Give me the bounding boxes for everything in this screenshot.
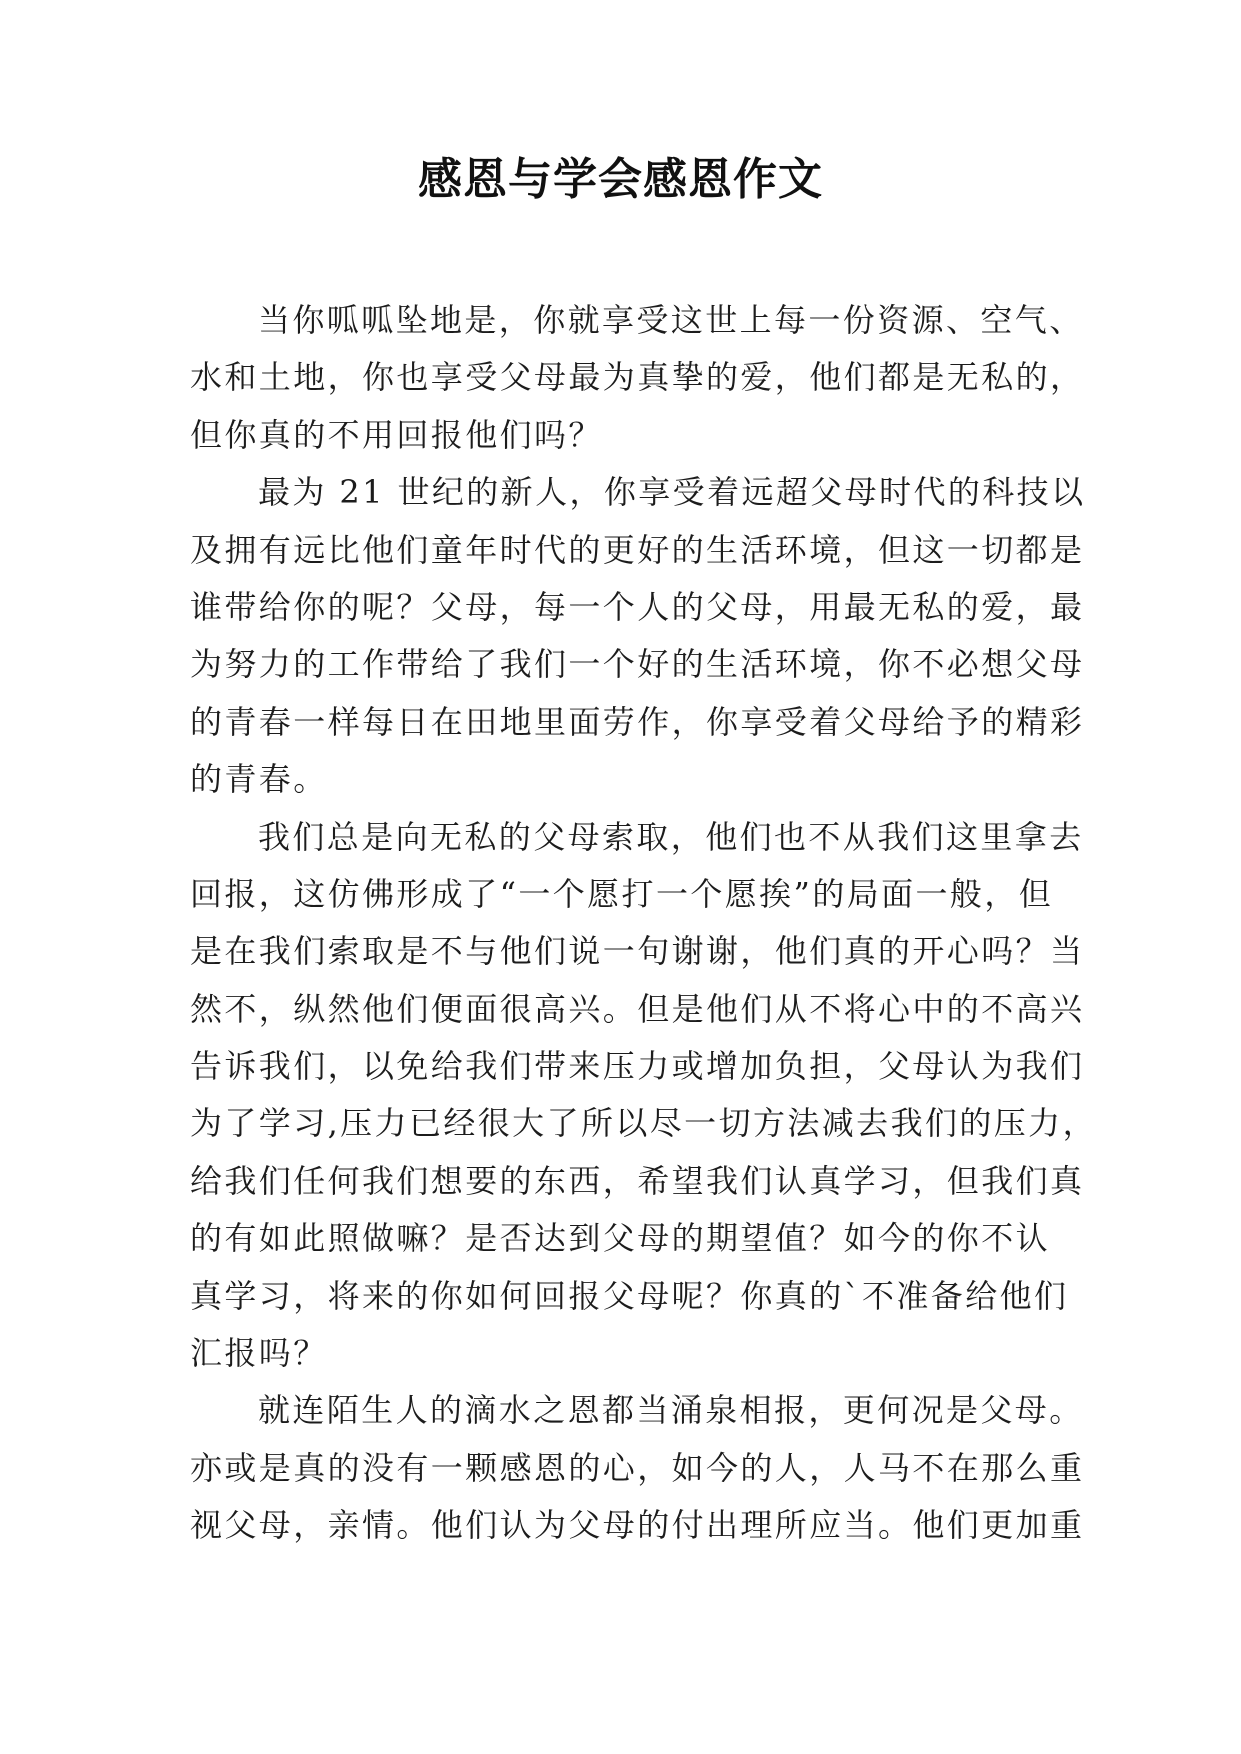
text-line: 真学习，将来的你如何回报父母呢？你真的`不准备给他们 xyxy=(190,1276,1069,1315)
document-title: 感恩与学会感恩作文 xyxy=(418,154,823,205)
text-line: 谁带给你的呢？父母，每一个人的父母，用最无私的爱，最 xyxy=(190,587,1085,626)
text-line: 为了学习,压力已经很大了所以尽一切方法减去我们的压力， xyxy=(190,1104,1097,1143)
text-line: 视父母，亲情。他们认为父母的付出理所应当。他们更加重 xyxy=(190,1506,1085,1545)
text-line: 当你呱呱坠地是，你就享受这世上每一份资源、空气、 xyxy=(258,301,1084,339)
text-line: 告诉我们，以免给我们带来压力或增加负担，父母认为我们 xyxy=(190,1047,1085,1086)
text-line: 的青春一样每日在田地里面劳作，你享受着父母给予的精彩 xyxy=(190,702,1085,741)
paragraph xyxy=(190,809,1097,1383)
text-line: 最为 21 世纪的新人，你享受着远超父母时代的科技以 xyxy=(258,473,1086,512)
paragraph xyxy=(190,292,1085,464)
paragraph xyxy=(190,1382,1085,1554)
text-line: 然不，纵然他们便面很高兴。但是他们从不将心中的不高兴 xyxy=(190,989,1085,1028)
text-line: 的青春。 xyxy=(190,760,328,799)
text-line: 是在我们索取是不与他们说一句谢谢，他们真的开心吗？当 xyxy=(190,932,1085,971)
document-body xyxy=(190,292,1097,1555)
text-line: 及拥有远比他们童年时代的更好的生活环境，但这一切都是 xyxy=(190,530,1085,569)
text-line: 为努力的工作带给了我们一个好的生活环境，你不必想父母 xyxy=(190,645,1085,684)
text-line: 给我们任何我们想要的东西，希望我们认真学习，但我们真 xyxy=(190,1161,1085,1200)
text-line: 就连陌生人的滴水之恩都当涌泉相报，更何况是父母。 xyxy=(258,1391,1084,1430)
text-line: 的有如此照做嘛？是否达到父母的期望值？如今的你不认 xyxy=(190,1219,1051,1258)
text-line: 但你真的不用回报他们吗？ xyxy=(190,415,603,454)
text-line: 汇报吗？ xyxy=(190,1334,328,1373)
paragraph xyxy=(190,464,1086,808)
text-line: 亦或是真的没有一颗感恩的心，如今的人，人马不在那么重 xyxy=(190,1448,1085,1487)
text-line: 回报，这仿佛形成了“一个愿打一个愿挨”的局面一般，但 xyxy=(190,874,1054,913)
text-line: 我们总是向无私的父母索取，他们也不从我们这里拿去 xyxy=(258,817,1084,856)
text-line: 水和土地，你也享受父母最为真挚的爱，他们都是无私的， xyxy=(190,358,1085,397)
